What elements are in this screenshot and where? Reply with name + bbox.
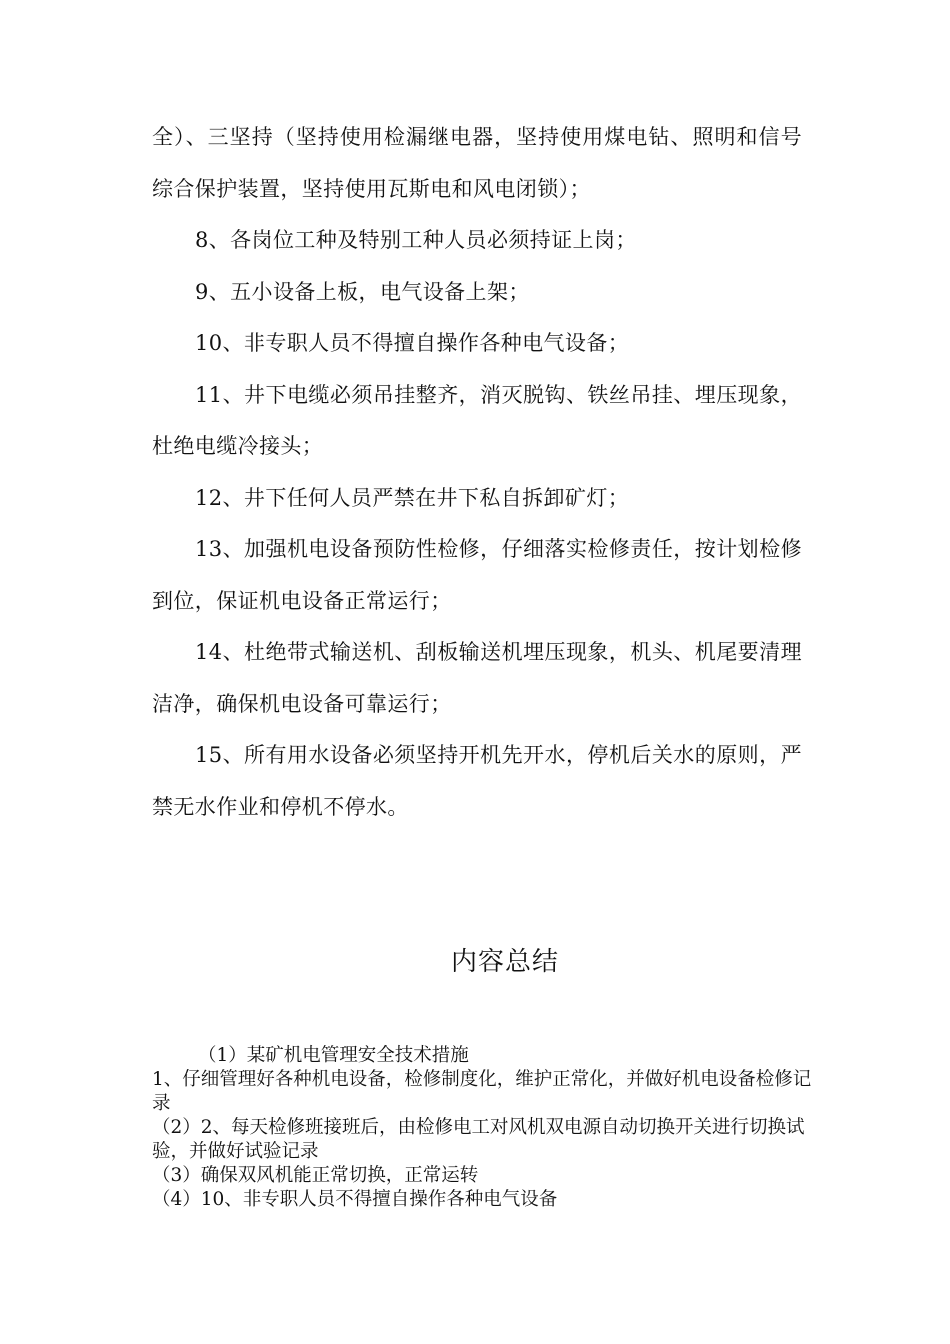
- paragraph-item-10: 10、非专职人员不得擅自操作各种电气设备；: [195, 331, 630, 355]
- paragraph-continued: 全）、三坚持（坚持使用检漏继电器，坚持使用煤电钻、照明和信号综合保护装置，坚持使用瓦斯电和风电闭锁）；: [152, 125, 802, 201]
- summary-item-4: （4）10、非专职人员不得擅自操作各种电气设备: [152, 1189, 558, 1210]
- summary-item-2: （2）2、每天检修班接班后，由检修电工对风机双电源自动切换开关进行切换试验，并做好试验记录: [152, 1117, 805, 1162]
- summary-item-1: （1）某矿机电管理安全技术措施: [198, 1045, 469, 1066]
- paragraph-item-11: 11、井下电缆必须吊挂整齐，消灭脱钩、铁丝吊挂、埋压现象，杜绝电缆冷接头；: [152, 382, 802, 458]
- paragraph-item-8: 8、各岗位工种及特别工种人员必须持证上岗；: [195, 228, 637, 252]
- paragraph-item-15: 15、所有用水设备必须坚持开机先开水，停机后关水的原则，严禁无水作业和停机不停水。: [152, 743, 802, 819]
- paragraph-item-12: 12、井下任何人员严禁在井下私自拆卸矿灯；: [195, 485, 630, 510]
- summary-section: [152, 1044, 812, 1212]
- paragraph-item-13: 13、加强机电设备预防性检修，仔细落实检修责任，按计划检修到位，保证机电设备正常运行；: [152, 537, 802, 613]
- paragraph-item-14: 14、杜绝带式输送机、刮板输送机埋压现象，机头、机尾要清理洁净，确保机电设备可靠运行；: [152, 640, 802, 716]
- paragraph-item-9: 9、五小设备上板，电气设备上架；: [195, 279, 530, 304]
- summary-item-1-detail: 1、仔细管理好各种机电设备，检修制度化，维护正常化，并做好机电设备检修记录: [152, 1069, 812, 1114]
- summary-item-3: （3）确保双风机能正常切换，正常运转: [152, 1165, 479, 1186]
- document-body: [152, 112, 802, 833]
- summary-heading: 内容总结: [450, 947, 559, 977]
